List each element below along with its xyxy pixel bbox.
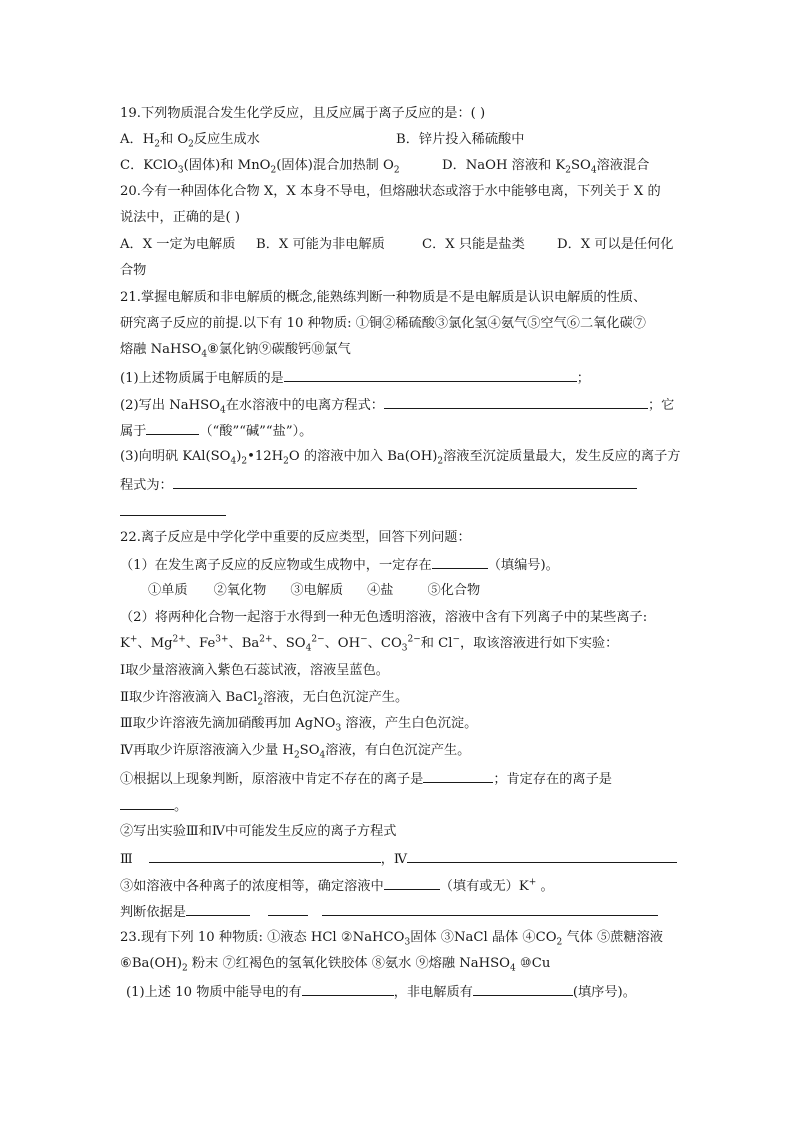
q22-basis: 判断依据是 (120, 902, 658, 922)
q23-nonelectrolyte-blank[interactable] (473, 982, 573, 996)
q22-sub1: ①根据以上现象判断，原溶液中肯定不存在的离子是 ；肯定存在的离子是 (120, 769, 612, 789)
q22-sub3: ③如溶液中各种离子的浓度相等，确定溶液中 （填有或无）K+ 。 (120, 877, 554, 894)
q21-part1-answer-blank[interactable] (284, 368, 577, 382)
q22-basis-blank-2[interactable] (268, 902, 308, 916)
q23-stem-line1: 23.现有下列 10 种物质: ①液态 HCl ②NaHCO$_3$固体 ③NaCl 晶体 $④CO_2$ 气体 ⑤蔗糖溶液 (120, 930, 663, 948)
q22-experiment-3: Ⅲ取少许溶液先滴加硝酸再加 AgNO$_3$ 溶液，产生白色沉淀。 (120, 716, 478, 734)
q22-part1-answer-blank[interactable] (432, 555, 488, 569)
q21-part3: (3)向明矾 $KAl(SO_4)_2•12H_2O$ 的溶液中加入 $Ba(OH)_2$溶液至沉淀质量最大，发生反应的离子方 (120, 449, 681, 467)
q20-option-d-cont: 合物 (120, 263, 147, 278)
q23-stem-line2: $⑥Ba(OH)_2$ 粉末 ⑦红褐色的氢氧化铁胶体 ⑧氨水 ⑨熔融 NaHSO$_4$ ⑩Cu (120, 956, 551, 974)
q22-sub1-cont: 。 (120, 796, 187, 816)
q22-stem: 22.离子反应是中学化学中重要的反应类型，回答下列问题： (120, 530, 471, 545)
q21-part3-answer-line2 (120, 502, 226, 522)
q21-part2-answer-blank[interactable] (384, 395, 648, 409)
q22-sub3-answer-blank[interactable] (384, 876, 440, 890)
q21-part3-answer-blank[interactable] (173, 475, 637, 489)
q19-option-a: A．$H_2$和 $O_2$反应生成水 (120, 132, 260, 150)
q22-sub1-present-blank[interactable] (120, 796, 174, 810)
q21-part2-type-blank[interactable] (146, 421, 199, 435)
q22-experiment-4: Ⅳ再取少许原溶液滴入少量 $H_2SO_4$溶液，有白色沉淀产生。 (120, 743, 471, 761)
q22-part2: （2）将两种化合物一起溶于水得到一种无色透明溶液，溶液中含有下列离子中的某些离子: (120, 610, 648, 625)
q23-conductive-blank[interactable] (302, 982, 394, 996)
q22-basis-blank-1[interactable] (186, 902, 250, 916)
q20-option-c: C．X 只能是盐类 (422, 237, 525, 252)
q20-stem-line1: 20.今有一种固体化合物 X，X 本身不导电，但熔融状态或溶于水中能够电离，下列关于 X 的 (120, 184, 661, 199)
q21-stem-line1: 21.掌握电解质和非电解质的概念,能熟练判断一种物质是不是电解质是认识电解质的性质、 (120, 290, 647, 305)
q19-option-c: C．KClO$_3$(固体)和 MnO$_2$(固体)混合加热制 $O_2$ (120, 158, 400, 176)
q20-stem-line2: 说法中，正确的是( ) (120, 210, 240, 225)
q23-part1: (1)上述 10 物质中能导电的有 ，非电解质有 (填序号)。 (120, 982, 636, 1002)
q21-part3-cont: 程式为： (120, 475, 637, 495)
q22-experiment-1: Ⅰ取少量溶液滴入紫色石蕊试液，溶液呈蓝色。 (120, 663, 389, 678)
q20-option-a: A．X 一定为电解质 (120, 237, 236, 252)
q19-option-d: D．NaOH 溶液和 $K_2SO_4$溶液混合 (442, 158, 650, 176)
q19-stem: 19.下列物质混合发生化学反应，且反应属于离子反应的是：( ) (120, 106, 486, 121)
q22-sub2-eq4-blank[interactable] (407, 849, 677, 863)
q22-part1-options: ①单质 ②氧化物 ③电解质 ④盐 ⑤化合物 (148, 583, 481, 598)
q20-option-d: D．X 可以是任何化 (557, 237, 674, 252)
q22-sub2: ②写出实验Ⅲ和Ⅳ中可能发生反应的离子方程式 (120, 824, 397, 839)
q22-sub2-equations: Ⅲ ，Ⅳ (120, 849, 677, 869)
q22-part1: （1）在发生离子反应的反应物或生成物中，一定存在 （填编号)。 (120, 555, 559, 575)
q21-stem-line3: 熔融 NaHSO$_4$⑧氯化钠⑨碳酸钙⑩氯气 (120, 342, 351, 360)
q22-experiment-2: Ⅱ取少许溶液滴入 BaCl$_2$溶液，无白色沉淀产生。 (120, 690, 409, 708)
q20-option-b: B．X 可能为非电解质 (256, 237, 385, 252)
q21-part1: (1)上述物质属于电解质的是 ； (120, 368, 590, 388)
q21-stem-line2: 研究离子反应的前提.以下有 10 种物质: ①铜②稀硫酸③氯化氢④氨气⑤空气⑥二氧化碳⑦ (120, 316, 646, 331)
q22-basis-blank-3[interactable] (322, 902, 658, 916)
q21-part3-answer-blank-2[interactable] (120, 502, 226, 516)
q22-ion-list: K+、$Mg^{2+}$、$Fe^{3+}$、$Ba^{2+}$、$SO_4^{2-}$、OH−、$CO_3^{2-}$和 Cl−，取该溶液进行如下实验： (120, 634, 619, 654)
q21-part2-type: 属于 （“酸”“碱”“盐”）。 (120, 421, 312, 441)
q22-sub2-eq3-blank[interactable] (149, 849, 381, 863)
q22-sub1-absent-blank[interactable] (423, 769, 493, 783)
q19-option-b: B．锌片投入稀硫酸中 (396, 132, 525, 147)
q21-part2: (2)写出 NaHSO$_4$在水溶液中的电离方程式： ；它 (120, 395, 674, 415)
